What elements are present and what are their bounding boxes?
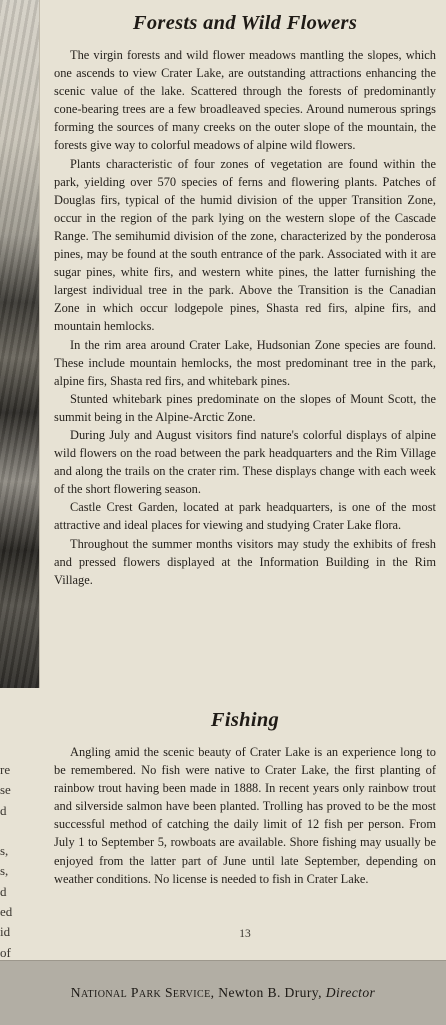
forests-paragraph: Stunted whitebark pines predominate on the slopes of Mount Scott, the summit being in the Alpine-Arctic Zone. (54, 391, 436, 424)
fragment-line: se (0, 782, 11, 798)
fragment-line: d (0, 883, 7, 899)
forests-section (54, 46, 436, 589)
fishing-heading: Fishing (210, 709, 280, 731)
forests-paragraph: Plants characteristic of four zones of vegetation are found within the park, yielding over 570 species of ferns and flowering plants. Patches of Douglas firs, typical of the humid division of the upper Transition Zone, occur in the region of the park lying on the western slope of the Cascade Range. The semihumid division of the zone, characterized by the ponderosa pines, may be found at the south entrance of the park. Associated with it are sugar pines, white firs, and western white pines, the latter furnishing the largest individual tree in the park. Above the Transition is the Canadian Zone in which occur lodgepole pines, Shasta red firs, alpine firs, and mountain hemlocks. (54, 156, 436, 334)
fishing-section (54, 743, 436, 888)
fragment-line: of (0, 944, 11, 960)
page-number: 13 (239, 928, 251, 940)
forests-paragraph: In the rim area around Crater Lake, Hudsonian Zone species are found. These include mountain hemlocks, the most predominant tree in the park, alpine firs, Shasta red firs, and whitebark pines. (54, 337, 436, 388)
fragment-line: re (0, 762, 11, 777)
fragment-line (0, 821, 14, 841)
footer-director-title: Director (325, 985, 376, 1000)
fragment-line: id (0, 924, 11, 940)
forests-paragraph: Throughout the summer months visitors may study the exhibits of fresh and pressed flowers displayed at the Information Building in the Rim Village. (54, 536, 436, 587)
fragment-line: s, (0, 843, 9, 859)
fragment-line: d (0, 802, 7, 818)
forests-paragraph: The virgin forests and wild flower meadows mantling the slopes, which one ascends to view Crater Lake, are outstanding attractions enhancing the scenic value of the lake. Scattered through the forests of predominantly cone-bearing trees are a few broadleaved species. Around numerous springs forming the sources of many creeks on the outer slope of the mountain, the forests give way to colorful meadows of alpine wild flowers. (54, 48, 436, 153)
footer-credit (0, 985, 446, 1001)
footer-agency: National Park Service, (70, 985, 215, 1000)
fragment-line: s, (0, 863, 9, 879)
forests-paragraph: During July and August visitors find nature's colorful displays of alpine wild flowers on the road between the park headquarters and the Rim Village and along the trails on the crater rim. These displays change with each week of the short flowering season. (54, 427, 436, 497)
footer-director-name: Newton B. Drury, (218, 985, 322, 1000)
forests-paragraph: Castle Crest Garden, located at park headquarters, is one of the most attractive and ideal places for viewing and studying Crater Lake flora. (54, 500, 436, 533)
fishing-paragraph: Angling amid the scenic beauty of Crater Lake is an experience long to be remembered. No fish were native to Crater Lake, the first planting of rainbow trout having been made in 1888. In recent years only rainbow trout and silverside salmon have been planted. Trolling has proved to be the most successful method of catching the daily limit of 12 fish per person. From July 1 to September 5, rowboats are available. Shore fishing may usually be enjoyed from the latter part of June until late September, depending on weather conditions. No license is needed to fish in Crater Lake. (54, 745, 436, 886)
photo-texture (0, 0, 39, 688)
footer-banner (0, 960, 446, 1025)
left-page-fragments (0, 760, 14, 963)
lake-photo-edge (0, 0, 40, 688)
fragment-line: ed (0, 904, 13, 920)
forests-heading: Forests and Wild Flowers (132, 12, 358, 34)
